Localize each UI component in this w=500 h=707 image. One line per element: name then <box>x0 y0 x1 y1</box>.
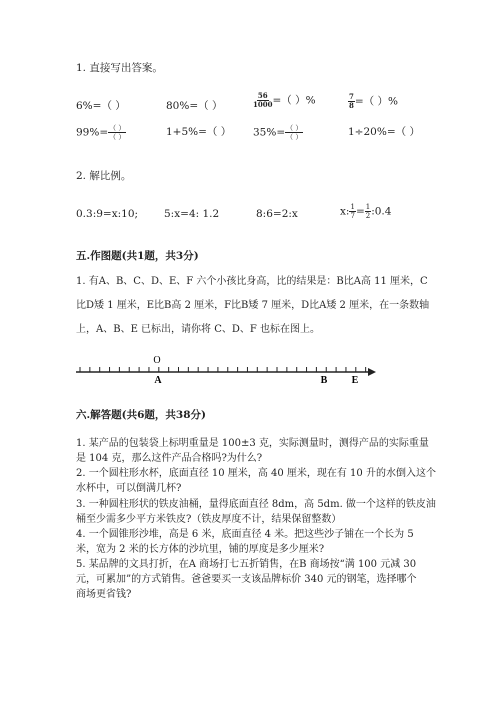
section6-title: 六.解答题(共6题，共38分) <box>76 409 207 421</box>
calc-r2-c2: 1+5%=（ ） <box>166 126 232 138</box>
sec6-line-5: 3. 一种圆柱形状的铁皮油桶，量得底面直径 8dm，高 5dm. 做一个这样的铁皮油 <box>76 499 436 510</box>
point-e-label: E <box>351 375 359 386</box>
section5-title: 五.作图题(共1题，共3分) <box>76 250 199 262</box>
fraction-denominator: 7 <box>350 212 355 220</box>
calc-r1-c2: 80%=（ ） <box>166 100 223 112</box>
proportion-1: 0.3:9=x:10; <box>76 208 139 220</box>
sec6-line-8: 米，宽为 2 米的长方体的沙坑里，铺的厚度是多少厘米? <box>76 544 325 555</box>
section1-heading: 1. 直接写出答案。 <box>76 62 163 74</box>
proportion-2: 5:x=4: 1.2 <box>164 208 220 220</box>
sec6-line-2: 是 104 克，那么这件产品合格吗?为什么? <box>76 453 263 464</box>
fraction-numerator: 1 <box>350 203 355 211</box>
sec6-line-11: 商场更省钱? <box>76 589 132 600</box>
calc-r2-c1 <box>76 124 126 141</box>
fraction-numerator: 7 <box>349 92 354 101</box>
point-b-label: B <box>320 375 328 386</box>
fraction-denominator: （ ） <box>286 133 303 141</box>
fraction-denominator: 2 <box>365 212 371 220</box>
sec6-line-9: 5. 某品牌的文具打折，在A 商场打七五折销售，在B 商场按“满 100 元减 30 <box>76 559 417 570</box>
calc-r1-c4 <box>348 93 398 110</box>
point-a-label: A <box>154 375 162 386</box>
calc-r1-c4-text: =（ ）% <box>354 95 398 108</box>
fraction-numerator: 1 <box>365 203 371 211</box>
proportion-4-suffix: :0.4 <box>371 205 392 218</box>
proportion-4 <box>340 203 391 220</box>
sec6-line-3: 2. 一个圆柱形水杯，底面直径 10 厘米，高 40 厘米，现在有 10 升的水倒入这个 <box>76 468 436 479</box>
fraction-7-8 <box>348 93 355 110</box>
calc-r1-c3-text: =（ ）% <box>272 94 316 107</box>
calc-r2-c4: 1÷20%=（ ） <box>348 126 420 138</box>
sec5-line-3: 上，A、B、E 已标出，请你将 C、D、F 也标在图上。 <box>76 324 321 335</box>
proportion-4-prefix: x: <box>340 205 350 218</box>
fraction-denominator: 8 <box>349 101 354 110</box>
sec5-line-2: 比D矮 1 厘米，E比B高 2 厘米，F比B矮 7 厘米，D比A矮 2 厘米，在一条数轴 <box>76 300 430 311</box>
fraction-numerator: （ ） <box>109 124 126 132</box>
sec6-line-7: 4. 一个圆锥形沙堆，高是 6 米，底面直径 4 米。把这些沙子铺在一个长为 5 <box>76 529 414 540</box>
fraction-numerator: （ ） <box>286 124 303 132</box>
sec5-line-1: 1. 有A、B、C、D、E、F 六个小孩比身高，比的结果是：B比A高 11 厘米，C <box>76 276 428 287</box>
origin-label: O <box>153 355 161 366</box>
blank-fraction <box>285 124 303 141</box>
proportion-4-equals: = <box>355 205 365 218</box>
calc-r1-c3 <box>253 92 316 109</box>
calc-r2-c1-text: 99%= <box>76 126 109 139</box>
sec6-line-10: 元，可累加”的方式销售。爸爸要买一支该品牌标价 340 元的钢笔，选择哪个 <box>76 574 417 585</box>
fraction-denominator: （ ） <box>109 133 126 141</box>
section2-heading: 2. 解比例。 <box>76 170 132 182</box>
sec6-line-1: 1. 某产品的包装袋上标明重量是 100±3 克，实际测量时，测得产品的实际重量 <box>76 438 429 449</box>
fraction-56-1000 <box>253 92 272 109</box>
number-line <box>70 352 380 386</box>
blank-fraction <box>108 124 126 141</box>
sec6-line-4: 水杯中，可以倒满几杯? <box>76 483 182 494</box>
calc-r1-c1: 6%=（ ） <box>76 100 126 112</box>
sec6-line-6: 桶至少需多少平方米铁皮?（铁皮厚度不计，结果保留整数） <box>76 514 342 525</box>
fraction-denominator: 1000 <box>253 100 273 109</box>
fraction-numerator: 56 <box>257 91 268 100</box>
proportion-3: 8:6=2:x <box>256 208 298 220</box>
calc-r2-c3-text: 35%= <box>253 126 286 139</box>
calc-r2-c3 <box>253 124 303 141</box>
arrow-right-icon <box>368 368 376 376</box>
